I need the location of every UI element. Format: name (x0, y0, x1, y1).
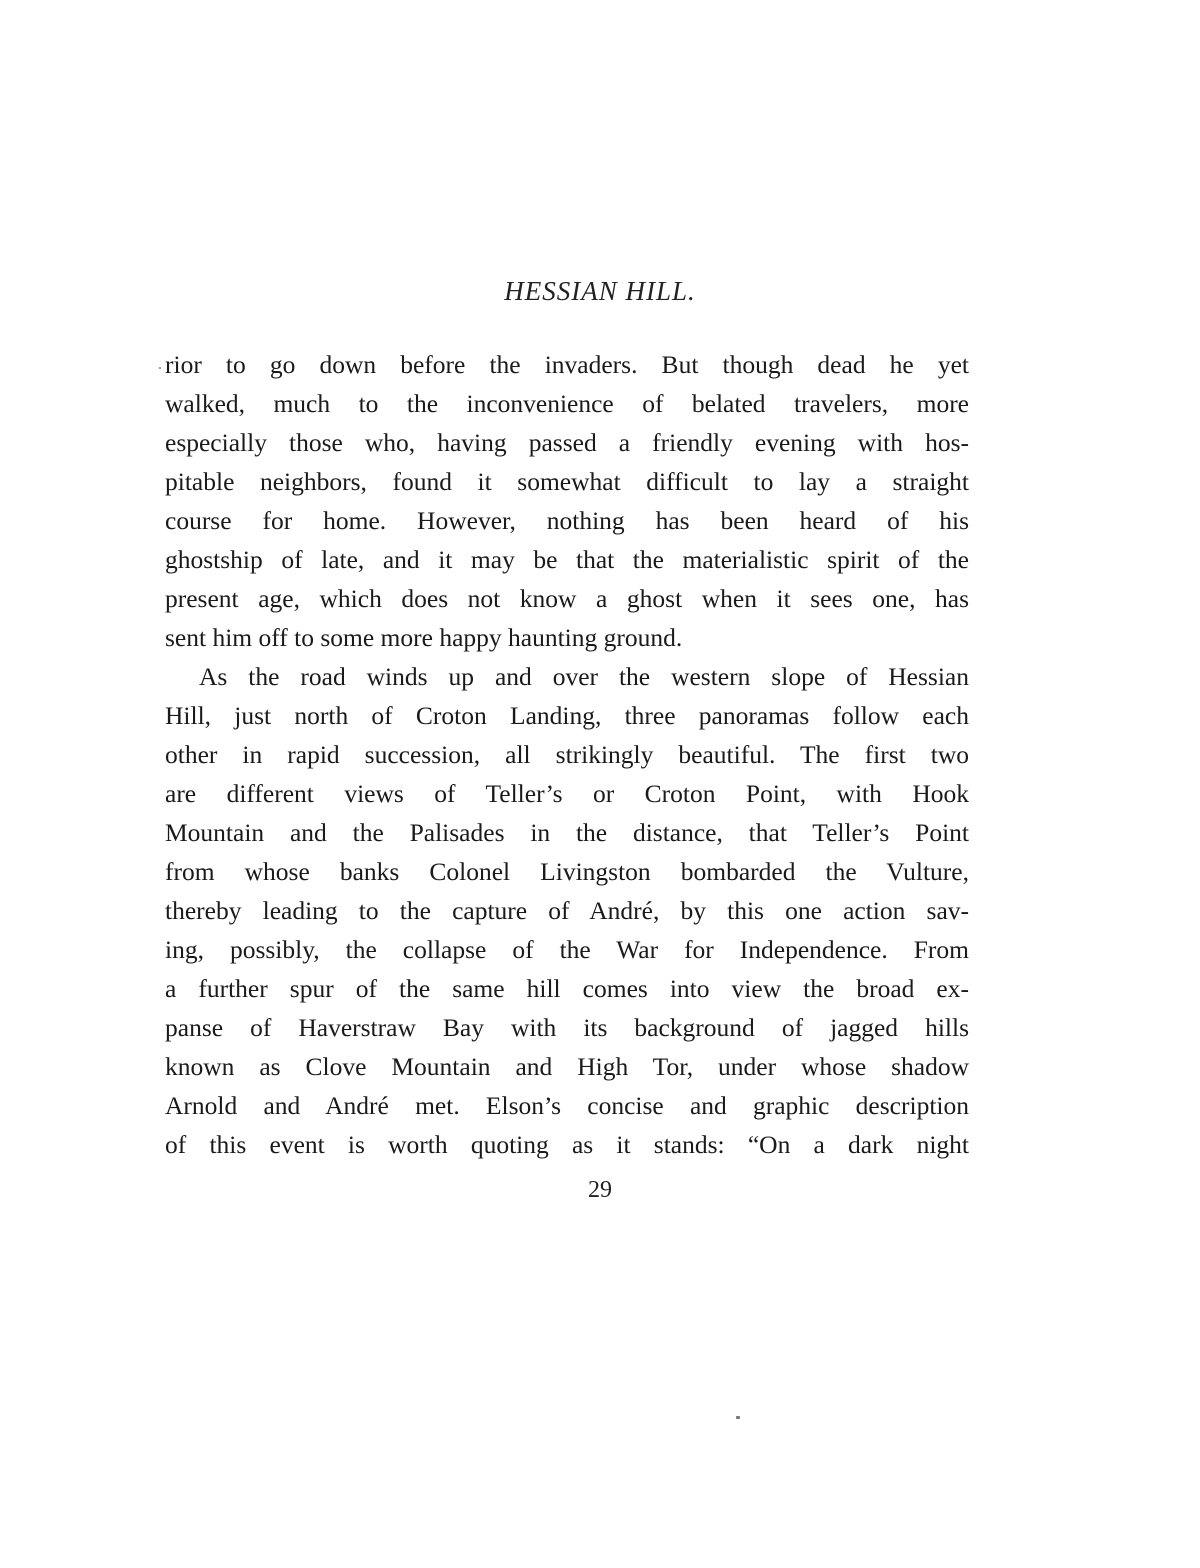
body-text (165, 345, 969, 1164)
text-line: panse of Haverstraw Bay with its background of jagged hills (165, 1013, 969, 1042)
text-line: Mountain and the Palisades in the distance, that Teller’s Point (165, 818, 969, 847)
text-line: ghostship of late, and it may be that the materialistic spirit of the (165, 545, 969, 574)
text-line: pitable neighbors, found it somewhat difficult to lay a straight (165, 467, 969, 496)
text-line: rior to go down before the invaders. But though dead he yet (165, 350, 969, 379)
text-line: Hill, just north of Croton Landing, three panoramas follow each (165, 701, 969, 730)
text-line: course for home. However, nothing has been heard of his (165, 506, 969, 535)
text-line: are different views of Teller’s or Croton Point, with Hook (165, 779, 969, 808)
text-line: thereby leading to the capture of André, by this one action sav- (165, 896, 969, 925)
text-line: Arnold and André met. Elson’s concise and graphic description (165, 1091, 969, 1120)
scan-speck (159, 367, 161, 369)
text-line: of this event is worth quoting as it stands: “On a dark night (165, 1130, 969, 1159)
text-line: especially those who, having passed a friendly evening with hos- (165, 428, 969, 457)
running-head: HESSIAN HILL. (504, 276, 696, 306)
text-line: a further spur of the same hill comes into view the broad ex- (165, 974, 969, 1003)
text-line: known as Clove Mountain and High Tor, under whose shadow (165, 1052, 969, 1081)
text-line: from whose banks Colonel Livingston bombarded the Vulture, (165, 857, 969, 886)
page-number: 29 (588, 1177, 612, 1203)
text-line: ing, possibly, the collapse of the War for Independence. From (165, 935, 969, 964)
text-line: walked, much to the inconvenience of belated travelers, more (165, 389, 969, 418)
text-line: other in rapid succession, all strikingly beautiful. The first two (165, 740, 969, 769)
scan-speck (736, 1416, 740, 1419)
text-line: sent him off to some more happy haunting ground. (165, 623, 683, 652)
text-line: present age, which does not know a ghost when it sees one, has (165, 584, 969, 613)
text-line: As the road winds up and over the western slope of Hessian (199, 662, 969, 691)
